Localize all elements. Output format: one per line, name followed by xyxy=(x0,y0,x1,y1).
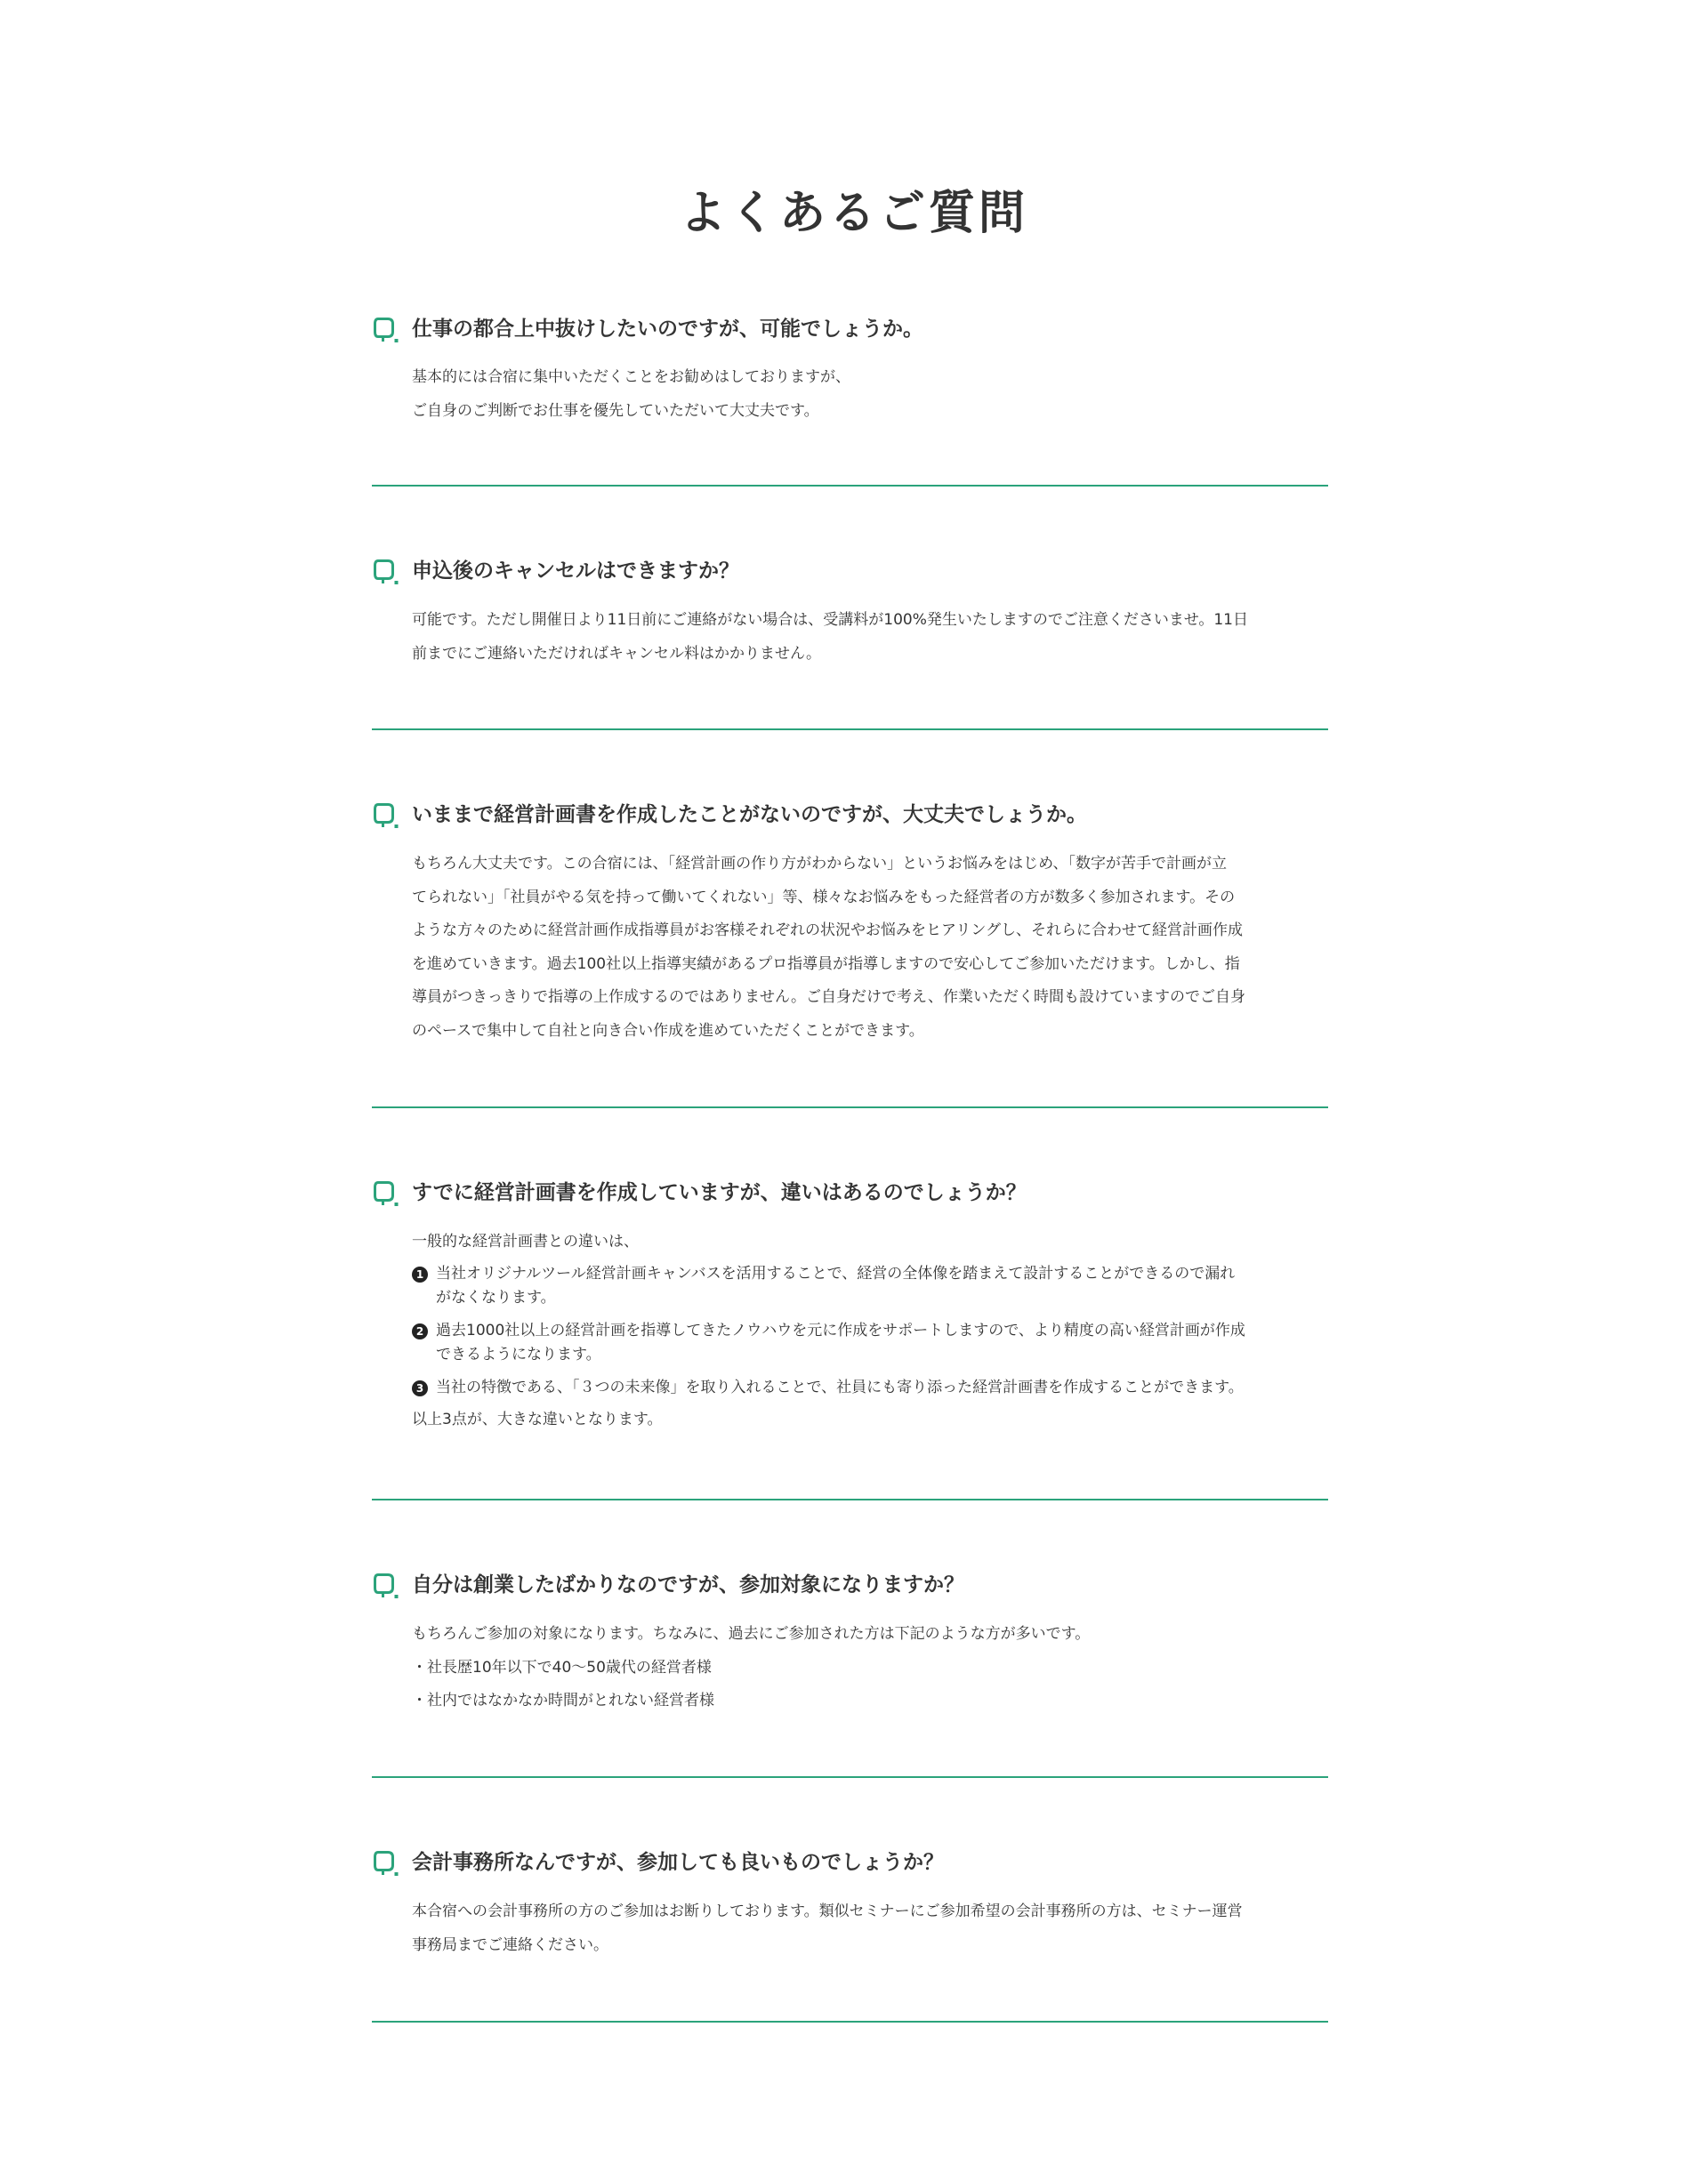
point-text xyxy=(436,1319,1328,1367)
answer-line: ような方々のために経営計画作成指導員がお客様それぞれの状況やお悩みをヒアリングし、それらに合わせて経営計画作成 xyxy=(412,921,1243,939)
answer-line: もちろん大丈夫です。この合宿には、「経営計画の作り方がわからない」というお悩みをはじめ、「数字が苦手で計画が立 xyxy=(412,855,1227,873)
q-mark-icon xyxy=(372,1572,399,1600)
question-row xyxy=(372,1558,1328,1612)
question-row xyxy=(372,1166,1328,1219)
question-text: 会計事務所なんですが、参加しても良いものでしょうか？ xyxy=(412,1851,944,1874)
faq-item xyxy=(372,1778,1328,2023)
answer-line: ご自身のご判断でお仕事を優先していただいて大丈夫です。 xyxy=(412,401,819,420)
faq-item xyxy=(372,302,1328,487)
faq-item xyxy=(372,730,1328,1108)
question-row xyxy=(372,302,1328,356)
faq-list xyxy=(372,302,1328,2023)
question-text: いままで経営計画書を作成したことがないのですが、大丈夫でしょうか。 xyxy=(412,803,1087,826)
answer-line: てられない」「社員がやる気を持って働いてくれない」等、様々なお悩みをもった経営者の方が数多く参加されます。その xyxy=(412,888,1236,906)
question-row xyxy=(372,544,1328,598)
answer xyxy=(412,1618,1328,1718)
point-line: できるようになります。 xyxy=(436,1345,601,1364)
answer-line: 導員がつきっきりで指導の上作成するのではありません。ご自身だけで考え、作業いただく時間も設けていますのでご自身 xyxy=(412,988,1246,1006)
faq-item xyxy=(372,1500,1328,1778)
faq-item xyxy=(372,487,1328,730)
answer xyxy=(412,848,1328,1048)
q-mark-icon xyxy=(372,1849,399,1878)
point-line: 当社の特徴である、「３つの未来像」を取り入れることで、社員にも寄り添った経営計画書を作成することができます。 xyxy=(436,1378,1244,1396)
number-3-icon: 3 xyxy=(412,1380,428,1396)
answer xyxy=(412,604,1328,671)
question-row xyxy=(372,1836,1328,1889)
q-mark-icon xyxy=(372,558,399,586)
answer xyxy=(412,1895,1328,1962)
q-mark-icon xyxy=(372,1179,399,1208)
question-text: 仕事の都合上中抜けしたいのですが、可能でしょうか。 xyxy=(412,318,923,341)
question-text: すでに経営計画書を作成していますが、違いはあるのでしょうか？ xyxy=(412,1181,1027,1204)
answer-outro: 以上3点が、大きな違いとなります。 xyxy=(412,1410,663,1428)
page-title: よくあるご質問 xyxy=(679,187,1028,240)
point-item xyxy=(412,1319,1328,1367)
q-mark-icon xyxy=(372,801,399,830)
answer-line: 事務局までご連絡ください。 xyxy=(412,1935,608,1954)
answer-intro: 一般的な経営計画書との違いは、 xyxy=(412,1233,639,1251)
answer-line: 可能です。ただし開催日より11日前にご連絡がない場合は、受講料が100%発生いたしますのでご注意くださいませ。11日 xyxy=(412,611,1248,629)
number-2-icon: 2 xyxy=(412,1323,428,1339)
answer-line: 前までにご連絡いただければキャンセル料はかかりません。 xyxy=(412,644,822,663)
question-text: 自分は創業したばかりなのですが、参加対象になりますか？ xyxy=(412,1573,964,1597)
answer xyxy=(412,361,1328,428)
answer-line: ・社内ではなかなか時間がとれない経営者様 xyxy=(412,1692,714,1709)
question-text: 申込後のキャンセルはできますか？ xyxy=(412,559,739,583)
answer-line: もちろんご参加の対象になります。ちなみに、過去にご参加された方は下記のような方が多いです。 xyxy=(412,1625,1091,1643)
point-text xyxy=(436,1376,1328,1400)
question-row xyxy=(372,788,1328,841)
answer-line: を進めていきます。過去100社以上指導実績があるプロ指導員が指導しますので安心してご参加いただけます。しかし、指 xyxy=(412,954,1240,973)
point-item xyxy=(412,1376,1328,1400)
answer-line: ・社長歴10年以下で40〜50歳代の経営者様 xyxy=(412,1658,712,1677)
answer-line: 基本的には合宿に集中いただくことをお勧めはしておりますが、 xyxy=(412,368,850,386)
point-line: がなくなります。 xyxy=(436,1288,556,1307)
point-item xyxy=(412,1262,1328,1310)
point-text xyxy=(436,1262,1328,1310)
point-line: 当社オリジナルツール経営計画キャンバスを活用することで、経営の全体像を踏まえて設計することができるので漏れ xyxy=(436,1264,1236,1283)
answer-line: のペースで集中して自社と向き合い作成を進めていただくことができます。 xyxy=(412,1021,924,1040)
faq-item xyxy=(372,1108,1328,1500)
answer-line: 本合宿への会計事務所の方のご参加はお断りしております。類似セミナーにご参加希望の会計事務所の方は、セミナー運営 xyxy=(412,1903,1243,1920)
point-line: 過去1000社以上の経営計画を指導してきたノウハウを元に作成をサポートしますので、より精度の高い経営計画が作成 xyxy=(436,1321,1245,1339)
answer xyxy=(412,1226,1328,1436)
number-1-icon: 1 xyxy=(412,1267,428,1283)
q-mark-icon xyxy=(372,316,399,344)
